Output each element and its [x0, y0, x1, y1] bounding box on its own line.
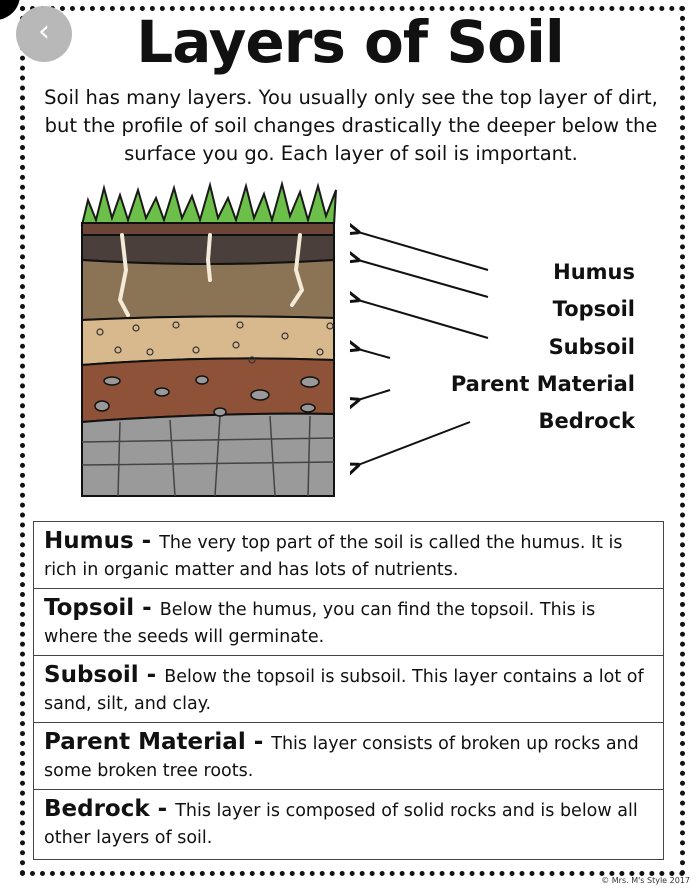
grass-icon: [82, 184, 336, 225]
term: Bedrock: [44, 796, 150, 822]
label-subsoil: Subsoil: [548, 335, 635, 359]
definition-humus: [34, 522, 663, 589]
arrow-icon: [358, 232, 488, 270]
intro-text: Soil has many layers. You usually only see the top layer of dirt, but the profile of soil changes drastically the deeper below the surface you go. Each layer of soil is important.: [44, 86, 658, 165]
term: Humus: [44, 528, 134, 554]
copyright-credit: © Mrs. M's Style 2017: [601, 876, 690, 885]
definition-text: Below the humus, you can find the topsoil. This is where the seeds will germinate.: [44, 600, 596, 647]
definition-parent-material: [34, 723, 663, 790]
definition-bedrock: [34, 790, 663, 859]
definition-text: This layer consists of broken up rocks and some broken tree roots.: [44, 734, 639, 781]
arrow-icon: [358, 422, 470, 465]
chevron-left-icon: ‹: [38, 14, 50, 49]
definition-text: This layer is composed of solid rocks and is below all other layers of soil.: [44, 801, 638, 848]
term: Parent Material: [44, 729, 246, 755]
separator: -: [134, 595, 160, 621]
definition-topsoil: [34, 589, 663, 656]
definition-text: The very top part of the soil is called the humus. It is rich in organic matter and has lots of nutrients.: [44, 533, 623, 580]
arrow-icon: [358, 349, 390, 358]
arrow-icon: [358, 260, 488, 297]
arrow-icon: [358, 390, 390, 400]
definition-subsoil: [34, 656, 663, 723]
separator: -: [245, 729, 272, 755]
page-title: Layers of Soil: [136, 8, 564, 76]
term: Topsoil: [44, 595, 135, 621]
separator: -: [138, 662, 165, 688]
label-topsoil: Topsoil: [552, 297, 635, 321]
definition-text: Below the topsoil is subsoil. This layer contains a lot of sand, silt, and clay.: [44, 667, 644, 714]
definitions-list: [33, 521, 664, 860]
soil-profile-illustration: [80, 180, 340, 500]
label-humus: Humus: [553, 260, 635, 284]
layer-arrows: [350, 220, 500, 480]
label-bedrock: Bedrock: [538, 409, 635, 433]
separator: -: [149, 796, 176, 822]
label-parent-material: Parent Material: [450, 372, 635, 396]
separator: -: [133, 528, 160, 554]
term: Subsoil: [44, 662, 139, 688]
arrow-icon: [358, 300, 488, 338]
